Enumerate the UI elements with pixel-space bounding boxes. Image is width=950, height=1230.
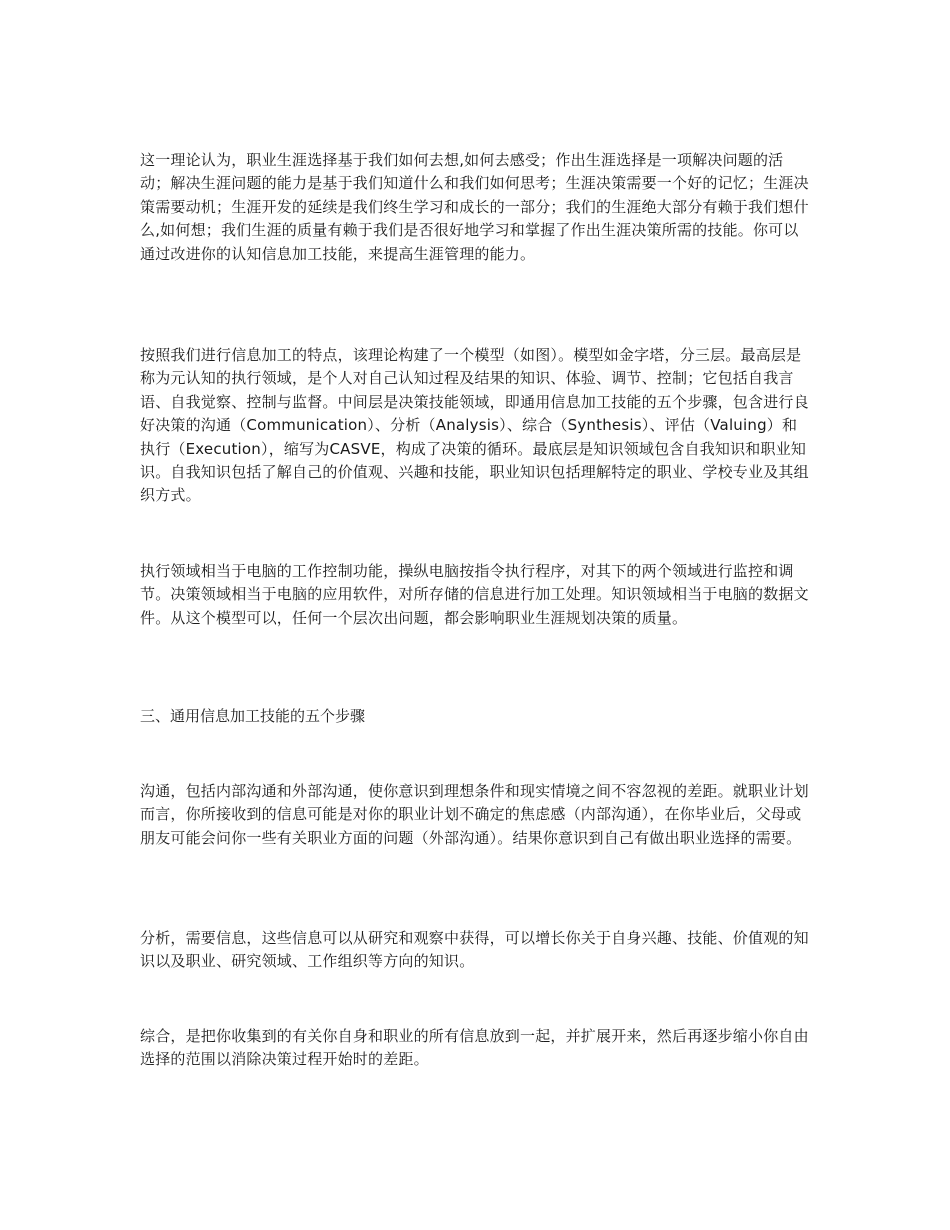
section-heading: 三、通用信息加工技能的五个步骤 — [140, 707, 366, 725]
paragraph-theory-overview: 这一理论认为，职业生涯选择基于我们如何去想,如何去感受；作出生涯选择是一项解决问题的活动；解决生涯问题的能力是基于我们知道什么和我们如何思考；生涯决策需要一个好的记忆；生涯决策需要动机；生涯开发的延续是我们终生学习和成长的一部分；我们的生涯绝大部分有赖于我们想什么,如何想；我们生涯的质量有赖于我们是否很好地学习和掌握了作出生涯决策所需的技能。你可以通过改进你的认知信息加工技能，来提高生涯管理的能力。 — [140, 151, 809, 263]
paragraph-communication: 沟通，包括内部沟通和外部沟通，使你意识到理想条件和现实情境之间不容忽视的差距。就职业计划而言，你所接收到的信息可能是对你的职业计划不确定的焦虑感（内部沟通），在你毕业后，父母或朋友可能会问你一些有关职业方面的问题（外部沟通）。结果你意识到自己有做出职业选择的需要。 — [140, 782, 809, 847]
paragraph-computer-analogy: 执行领域相当于电脑的工作控制功能，操纵电脑按指令执行程序，对其下的两个领域进行监控和调节。决策领域相当于电脑的应用软件，对所存储的信息进行加工处理。知识领域相当于电脑的数据文件。从这个模型可以，任何一个层次出问题，都会影响职业生涯规划决策的质量。 — [140, 562, 809, 627]
paragraph-analysis: 分析，需要信息，这些信息可以从研究和观察中获得，可以增长你关于自身兴趣、技能、价值观的知识以及职业、研究领域、工作组织等方向的知识。 — [140, 929, 809, 971]
paragraph-synthesis: 综合，是把你收集到的有关你自身和职业的所有信息放到一起，并扩展开来，然后再逐步缩小你自由选择的范围以消除决策过程开始时的差距。 — [140, 1027, 809, 1069]
paragraph-pyramid-model: 按照我们进行信息加工的特点，该理论构建了一个模型（如图）。模型如金字塔，分三层。最高层是称为元认知的执行领域，是个人对自己认知过程及结果的知识、体验、调节、控制；它包括自我言语、自我觉察、控制与监督。中间层是决策技能领域，即通用信息加工技能的五个步骤，包含进行良好决策的沟通（Communication）、分析（Analysis）、综合（Synthesis）、评估（Valuing）和执行（Execution），缩写为CASVE，构成了决策的循环。最底层是知识领域包含自我知识和职业知识。自我知识包括了解自己的价值观、兴趣和技能，职业知识包括理解特定的职业、学校专业及其组织方式。 — [140, 346, 809, 505]
